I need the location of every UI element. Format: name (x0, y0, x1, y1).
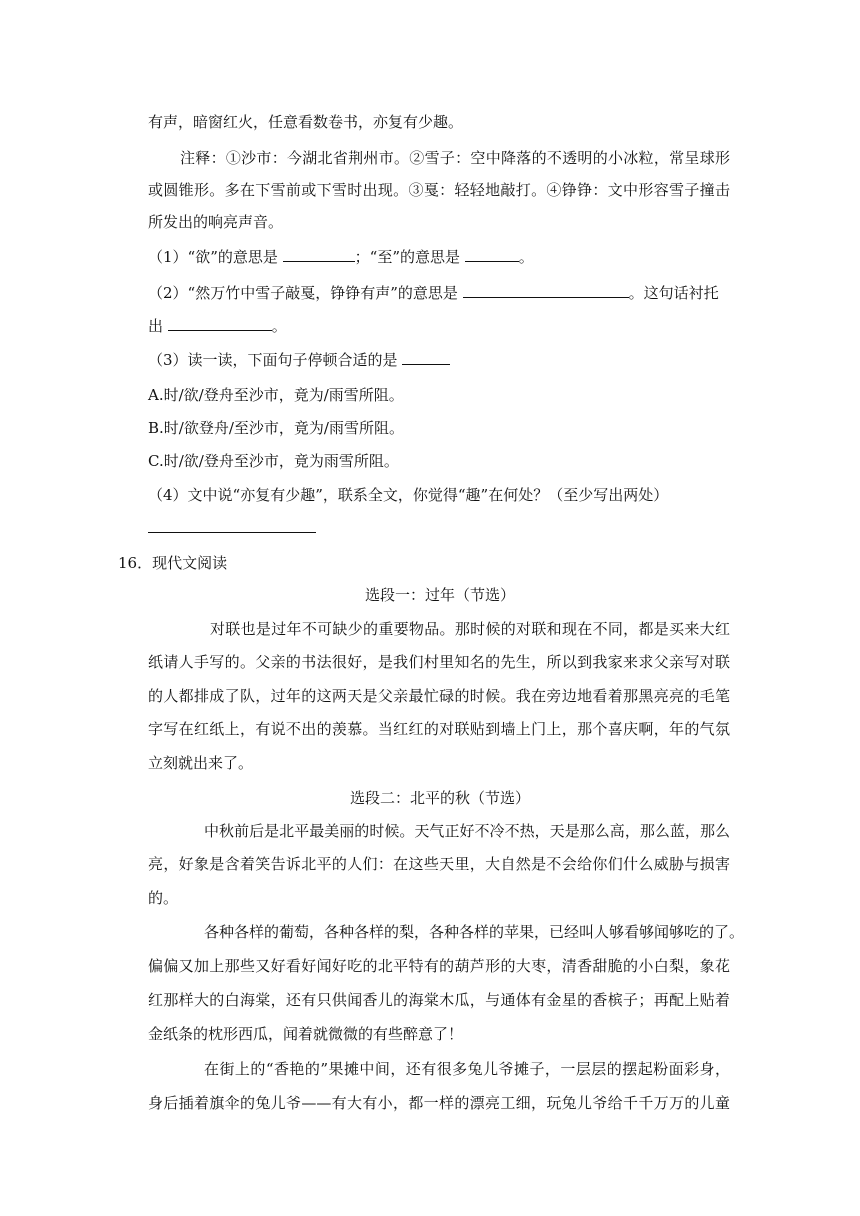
excerpt-1-title: 选段一：过年（节选） (365, 586, 516, 604)
excerpt-1-line: 的人都排成了队，过年的这两天是父亲最忙碌的时候。我在旁边地看着那黑亮亮的毛笔 (148, 687, 730, 705)
answer-blank-q3[interactable] (402, 350, 450, 365)
section-16-heading: 16．现代文阅读 (118, 554, 228, 572)
answer-blank-q2-meaning[interactable] (463, 283, 629, 298)
question-3 (148, 350, 450, 370)
question-1-text-c: 。 (518, 248, 534, 266)
excerpt-2-p3-line: 在街上的“香艳的”果摊中间，还有很多兔儿爷摊子，一层层的摆起粉面彩身， (204, 1060, 730, 1078)
answer-blank-q4[interactable] (148, 532, 316, 533)
excerpt-2-p2-line: 红那样大的白海棠，还有只供闻香儿的海棠木瓜，与通体有金星的香槟子；再配上贴着 (148, 991, 730, 1009)
question-2-text-d: 。 (271, 317, 287, 335)
excerpt-2-p1-line: 亮，好象是含着笑告诉北平的人们：在这些天里，大自然是不会给你们什么威胁与损害 (148, 855, 730, 873)
question-3-text: （3）读一读，下面句子停顿合适的是 (148, 351, 398, 369)
question-2-text-b: 。这句话衬托 (628, 284, 719, 302)
poem-tail-line: 有声，暗窗红火，任意看数卷书，亦复有少趣。 (148, 113, 464, 131)
excerpt-1-line: 对联也是过年不可缺少的重要物品。那时候的对联和现在不同，都是买来大红 (210, 620, 730, 638)
question-1-text-a: （1）“欲”的意思是 (148, 248, 278, 266)
excerpt-1-line: 字写在红纸上，有说不出的羡慕。当红红的对联贴到墙上门上，那个喜庆啊，年的气氛 (148, 720, 730, 738)
excerpt-2-p2-line: 金纸条的枕形西瓜，闻着就微微的有些醉意了！ (148, 1025, 464, 1043)
excerpt-1-line: 纸请人手写的。父亲的书法很好，是我们村里知名的先生，所以到我家来求父亲写对联 (148, 653, 730, 671)
excerpt-2-p1-line: 的。 (148, 889, 179, 907)
excerpt-2-p2-line: 偏偏又加上那些又好看好闻好吃的北平特有的葫芦形的大枣，清香甜脆的小白梨，象花 (148, 957, 730, 975)
excerpt-1-line: 立刻就出来了。 (148, 754, 254, 772)
notes-line-3: 所发出的响亮声音。 (148, 213, 284, 231)
excerpt-2-title: 选段二：北平的秋（节选） (350, 789, 531, 807)
option-a: A.时/欲/登舟至沙市，竟为/雨雪所阻。 (148, 386, 404, 404)
option-b: B.时/欲登舟/至沙市，竟为/雨雪所阻。 (148, 419, 404, 437)
answer-blank-q1-yu[interactable] (283, 247, 355, 262)
excerpt-2-p3-line: 身后插着旗伞的兔儿爷——有大有小，都一样的漂亮工细，玩兔儿爷给千千万万的儿童 (148, 1094, 730, 1112)
question-2-text-a: （2）“然万竹中雪子敲戛，铮铮有声”的意思是 (148, 284, 458, 302)
excerpt-2-p2-line: 各种各样的葡萄，各种各样的梨，各种各样的苹果，已经叫人够看够闻够吃的了。 (204, 923, 745, 941)
question-1 (148, 247, 534, 267)
question-1-text-b: ；“至”的意思是 (354, 248, 461, 266)
answer-blank-q1-zhi[interactable] (465, 247, 519, 262)
question-2-text-c: 出 (148, 317, 164, 335)
notes-line-1: 注释：①沙市：今湖北省荆州市。②雪子：空中降落的不透明的小冰粒，常呈球形 (180, 149, 730, 167)
question-2 (148, 283, 719, 303)
question-2-cont (148, 316, 287, 336)
excerpt-2-p1-line: 中秋前后是北平最美丽的时候。天气正好不冷不热，天是那么高，那么蓝，那么 (204, 822, 730, 840)
notes-line-2: 或圆锥形。多在下雪前或下雪时出现。③戛：轻轻地敲打。④铮铮：文中形容雪子撞击 (148, 181, 730, 199)
answer-blank-q2-contrast[interactable] (168, 316, 272, 331)
option-c: C.时/欲/登舟至沙市，竟为雨雪所阻。 (148, 452, 399, 470)
question-4: （4）文中说“亦复有少趣”，联系全文，你觉得“趣”在何处？（至少写出两处） (148, 486, 669, 504)
